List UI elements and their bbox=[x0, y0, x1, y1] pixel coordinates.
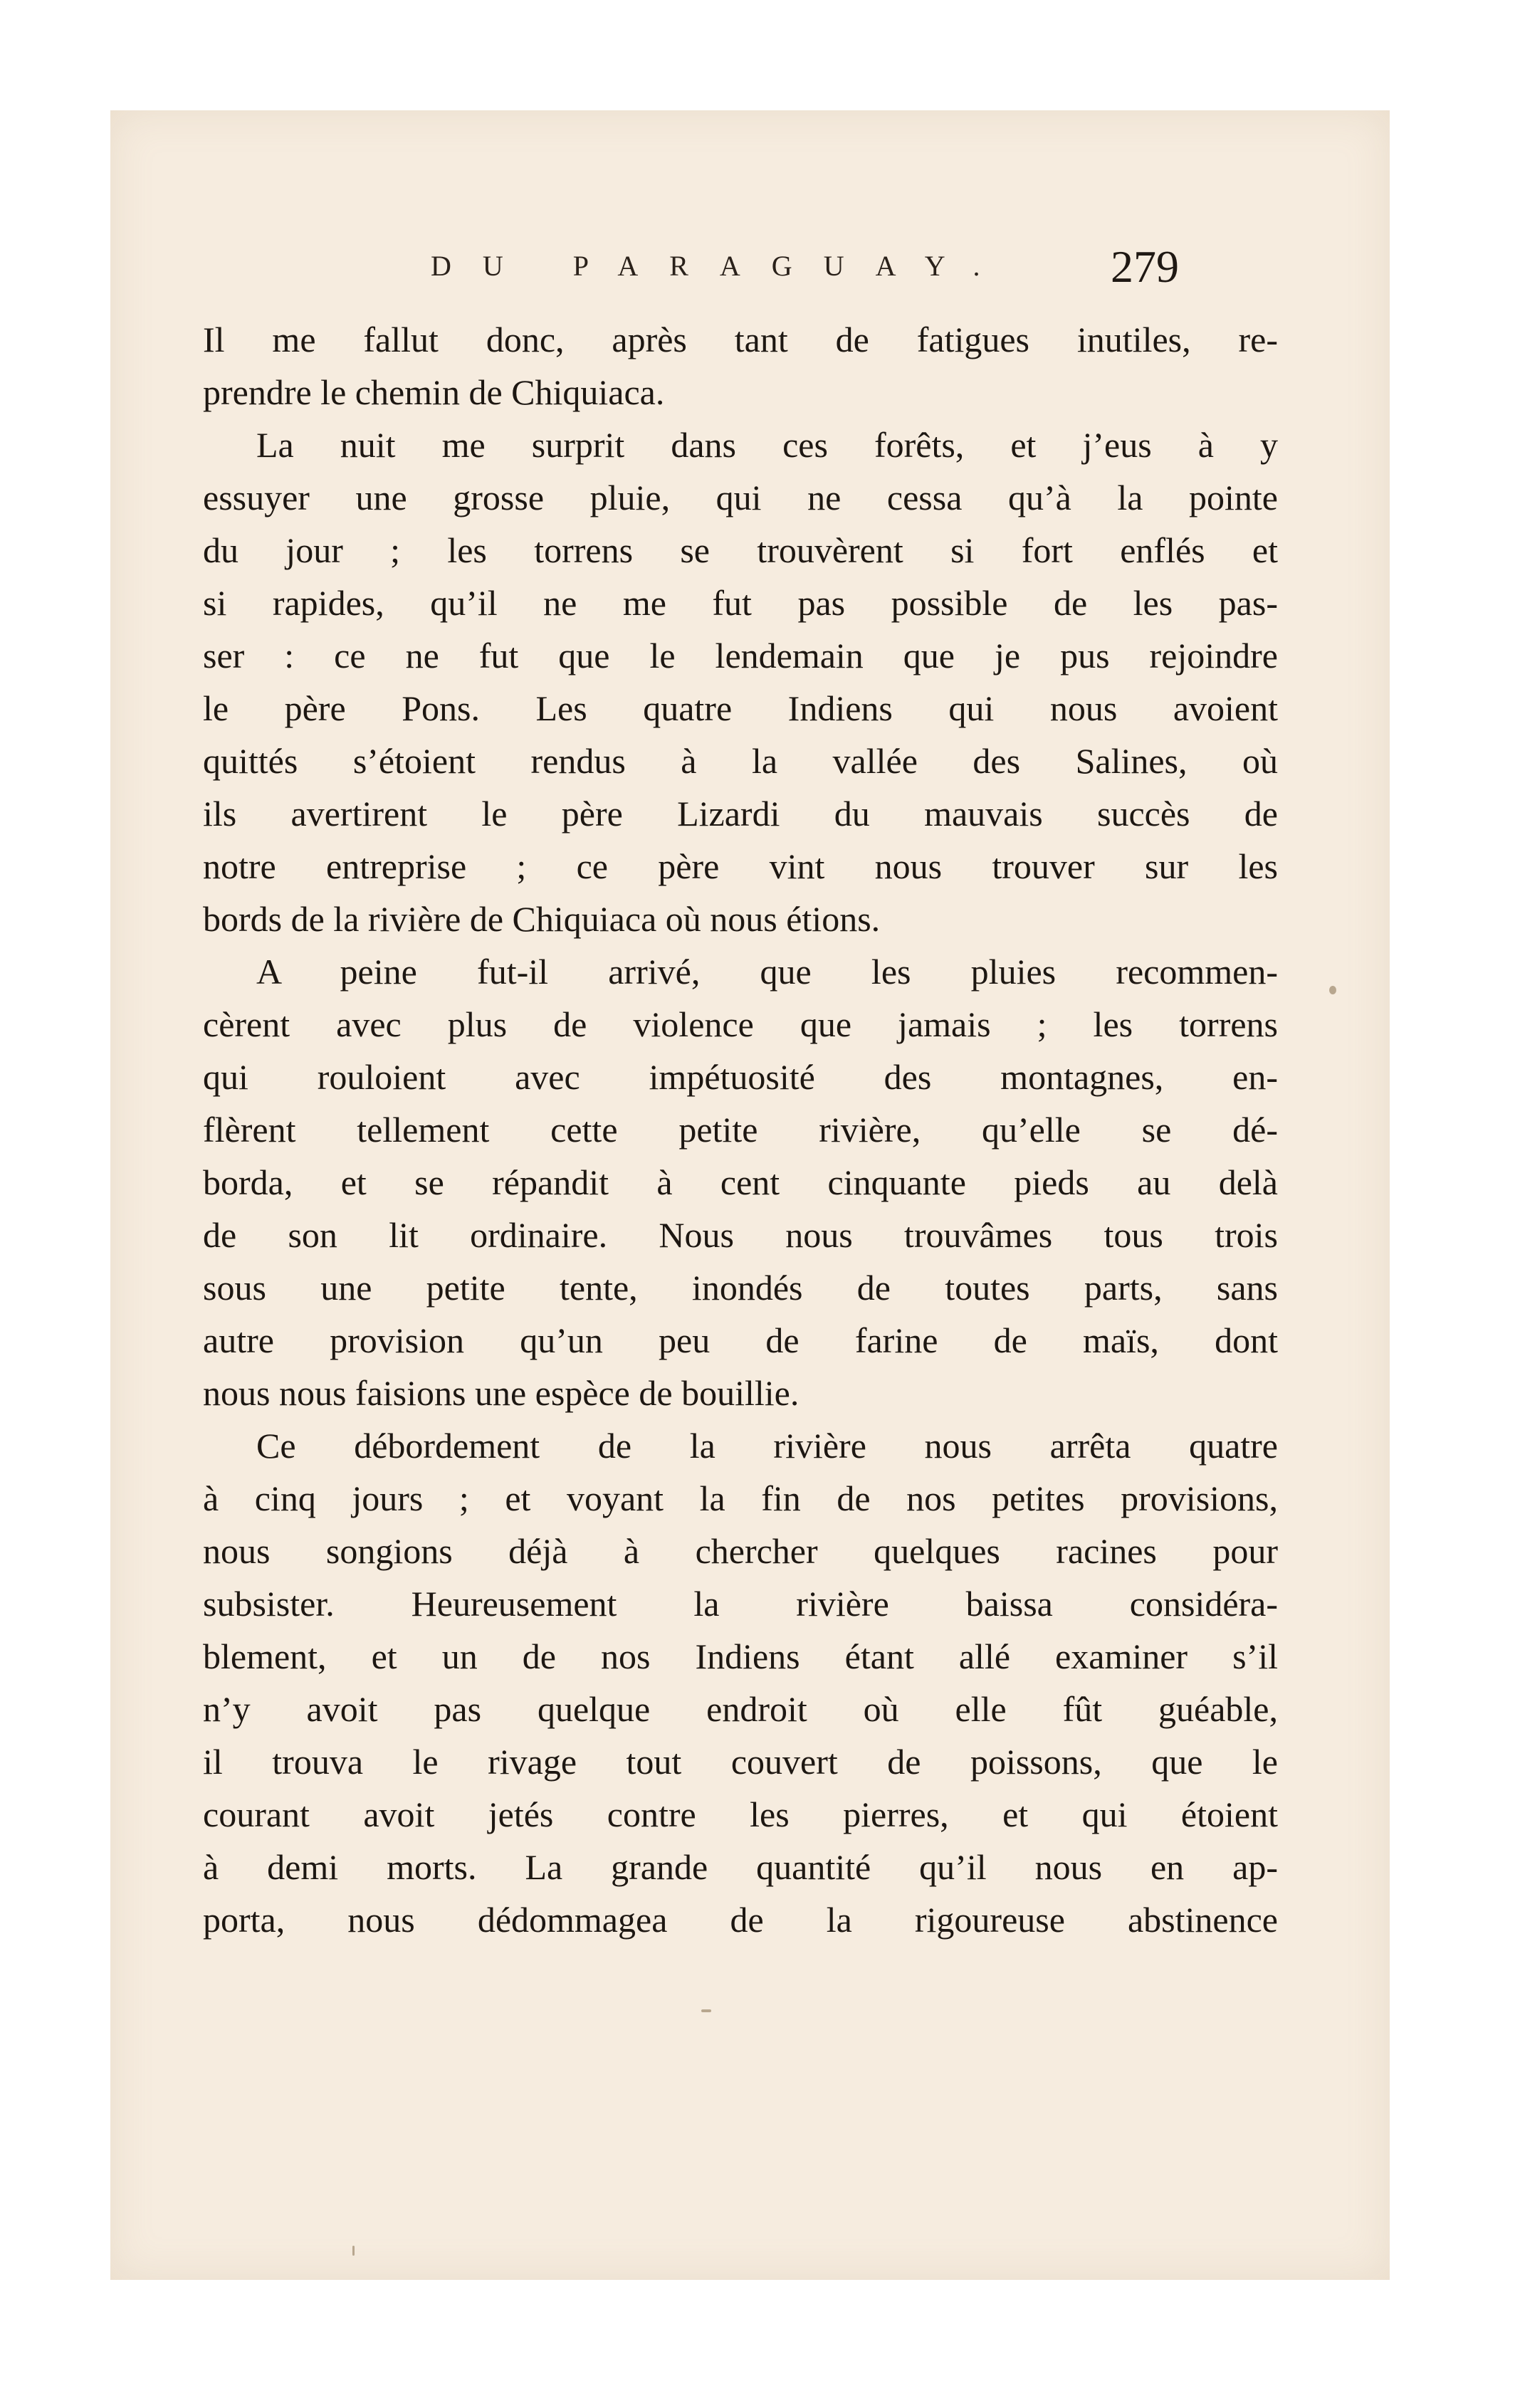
paper-speck bbox=[352, 2246, 355, 2256]
text-line: sous une petite tente, inondés de toutes parts, sans bbox=[203, 1268, 1278, 1308]
text-line: essuyer une grosse pluie, qui ne cessa qu’à la pointe bbox=[203, 478, 1278, 517]
text-line: quittés s’étoient rendus à la vallée des Salines, où bbox=[203, 741, 1278, 781]
book-page bbox=[110, 110, 1390, 2280]
text-line: porta, nous dédommagea de la rigoureuse abstinence bbox=[203, 1900, 1278, 1940]
text-line: qui rouloient avec impétuosité des montagnes, en- bbox=[203, 1057, 1278, 1097]
page-number: 279 bbox=[1111, 241, 1179, 292]
paper-speck bbox=[1329, 986, 1336, 994]
text-line: ils avertirent le père Lizardi du mauvais succès de bbox=[203, 794, 1278, 834]
running-head bbox=[110, 241, 1390, 306]
paper-speck bbox=[701, 2009, 711, 2012]
text-line: Ce débordement de la rivière nous arrêta quatre bbox=[256, 1426, 1278, 1466]
text-line: A peine fut-il arrivé, que les pluies recommen- bbox=[256, 952, 1278, 992]
running-title: DU PARAGUAY. bbox=[431, 250, 1012, 282]
text-line: blement, et un de nos Indiens étant allé examiner s’il bbox=[203, 1636, 1278, 1676]
text-line: prendre le chemin de Chiquiaca. bbox=[203, 372, 665, 412]
text-line: le père Pons. Les quatre Indiens qui nous avoient bbox=[203, 688, 1278, 728]
body-text bbox=[203, 313, 1278, 1946]
text-line: flèrent tellement cette petite rivière, qu’elle se dé- bbox=[203, 1110, 1278, 1150]
text-line: autre provision qu’un peu de farine de maïs, dont bbox=[203, 1320, 1278, 1360]
text-line: borda, et se répandit à cent cinquante pieds au delà bbox=[203, 1162, 1278, 1202]
text-line: n’y avoit pas quelque endroit où elle fût guéable, bbox=[203, 1689, 1278, 1729]
text-line: La nuit me surprit dans ces forêts, et j’eus à y bbox=[256, 425, 1278, 465]
text-line: de son lit ordinaire. Nous nous trouvâmes tous trois bbox=[203, 1215, 1278, 1255]
text-line: courant avoit jetés contre les pierres, et qui étoient bbox=[203, 1794, 1278, 1834]
text-line: bords de la rivière de Chiquiaca où nous étions. bbox=[203, 899, 881, 939]
text-line: notre entreprise ; ce père vint nous trouver sur les bbox=[203, 846, 1278, 886]
text-line: nous songions déjà à chercher quelques racines pour bbox=[203, 1531, 1278, 1571]
text-line: Il me fallut donc, après tant de fatigues inutiles, re- bbox=[203, 320, 1278, 359]
text-line: du jour ; les torrens se trouvèrent si fort enflés et bbox=[203, 530, 1278, 570]
text-line: nous nous faisions une espèce de bouillie. bbox=[203, 1373, 800, 1413]
text-line: à cinq jours ; et voyant la fin de nos petites provisions, bbox=[203, 1478, 1278, 1518]
text-line: il trouva le rivage tout couvert de poissons, que le bbox=[203, 1742, 1278, 1782]
text-line: si rapides, qu’il ne me fut pas possible de les pas- bbox=[203, 583, 1278, 623]
text-line: subsister. Heureusement la rivière baissa considéra- bbox=[203, 1584, 1278, 1624]
text-line: à demi morts. La grande quantité qu’il nous en ap- bbox=[203, 1847, 1278, 1887]
text-line: cèrent avec plus de violence que jamais ; les torrens bbox=[203, 1004, 1278, 1044]
text-line: ser : ce ne fut que le lendemain que je pus rejoindre bbox=[203, 636, 1278, 675]
